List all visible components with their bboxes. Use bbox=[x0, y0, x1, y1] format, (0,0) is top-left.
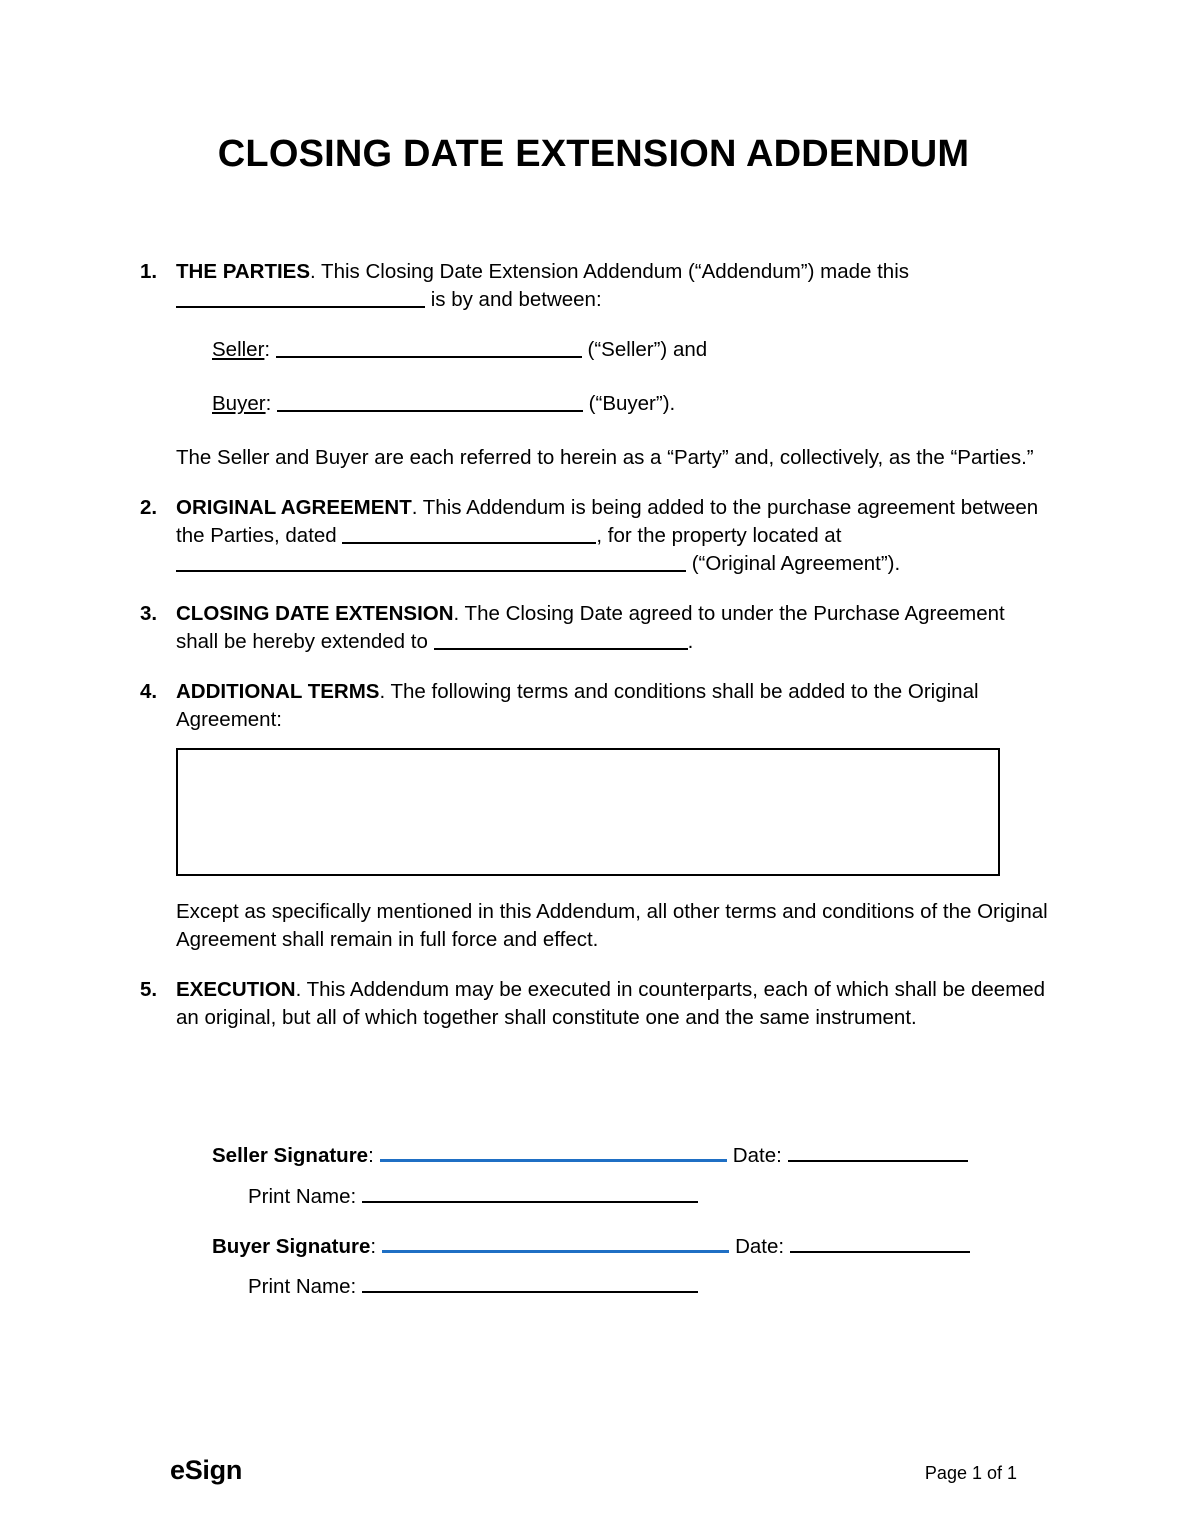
clause-heading-5: EXECUTION bbox=[176, 977, 296, 1001]
clause-number-5: 5. bbox=[140, 977, 158, 1001]
buyer-signature-row bbox=[212, 1231, 1032, 1259]
clause-number-1: 1. bbox=[140, 260, 158, 283]
parties-paragraph: The Seller and Buyer are each referred to herein as a “Party” and, collectively, as the “Parties.” bbox=[176, 445, 1034, 469]
clause-text-2c: (“Original Agreement”). bbox=[686, 551, 901, 575]
seller-date-label: Date: bbox=[732, 1143, 782, 1167]
addendum-date-blank[interactable] bbox=[176, 287, 425, 308]
clause-heading-3: CLOSING DATE EXTENSION bbox=[176, 601, 454, 625]
seller-signature-field[interactable] bbox=[380, 1140, 727, 1162]
original-agreement-date-blank[interactable] bbox=[342, 523, 596, 544]
page-number: Page 1 of 1 bbox=[924, 1463, 1017, 1483]
buyer-suffix: (“Buyer”). bbox=[588, 391, 676, 415]
clause-text-2b: , for the property located at bbox=[596, 523, 842, 547]
clause-text-4a: . The following terms and conditions shall be added to the Original Agreement: bbox=[176, 679, 979, 731]
seller-print-name-label: Print Name: bbox=[248, 1184, 357, 1208]
clause-number-3: 3. bbox=[140, 601, 158, 625]
clause-text-1a: . This Closing Date Extension Addendum (“Addendum”) made this bbox=[310, 260, 910, 283]
seller-date-field[interactable] bbox=[788, 1141, 968, 1162]
clause-additional-terms bbox=[140, 678, 1050, 734]
clause-heading-2: ORIGINAL AGREEMENT bbox=[176, 495, 412, 519]
clause-text-1b: is by and between: bbox=[425, 287, 602, 311]
clause-heading-4: ADDITIONAL TERMS bbox=[176, 679, 380, 703]
page-title: CLOSING DATE EXTENSION ADDENDUM bbox=[217, 133, 970, 175]
seller-signature-row bbox=[212, 1140, 1032, 1168]
additional-terms-textbox[interactable] bbox=[176, 748, 1000, 876]
clause-execution bbox=[140, 976, 1050, 1032]
seller-signature-label: Seller Signature bbox=[212, 1143, 369, 1167]
buyer-print-name-label: Print Name: bbox=[248, 1275, 357, 1299]
buyer-line bbox=[140, 390, 1050, 418]
buyer-name-blank[interactable] bbox=[277, 391, 583, 412]
clause-number-2: 2. bbox=[140, 495, 158, 519]
clause-text-3a: . The Closing Date agreed to under the Purchase Agreement shall be hereby extended to bbox=[176, 601, 1005, 653]
new-closing-date-blank[interactable] bbox=[434, 629, 688, 650]
signature-block bbox=[212, 1140, 1032, 1321]
clause-text-2a: . This Addendum is being added to the purchase agreement between the Parties, dated bbox=[176, 495, 1039, 547]
seller-line bbox=[140, 336, 1050, 364]
document-body bbox=[140, 258, 1050, 1054]
buyer-label: Buyer bbox=[212, 391, 266, 415]
buyer-colon: : bbox=[265, 391, 272, 415]
page-footer bbox=[170, 1455, 1017, 1486]
except-paragraph: Except as specifically mentioned in this Addendum, all other terms and conditions of the Original Agreement shall remain in full force and effect. bbox=[176, 899, 1048, 951]
buyer-date-label: Date: bbox=[735, 1234, 785, 1258]
buyer-signature-colon: : bbox=[370, 1234, 377, 1258]
clause-closing-date-extension bbox=[140, 600, 1050, 656]
property-address-blank[interactable] bbox=[176, 551, 686, 572]
buyer-signature-label: Buyer Signature bbox=[212, 1234, 371, 1258]
clause-text-3b: . bbox=[687, 629, 694, 653]
seller-print-name-row bbox=[248, 1182, 1032, 1209]
seller-signature-colon: : bbox=[368, 1143, 374, 1167]
clause-heading-1: THE PARTIES bbox=[176, 260, 311, 283]
seller-suffix: (“Seller”) and bbox=[587, 337, 708, 361]
buyer-print-name-row bbox=[248, 1273, 1032, 1300]
esign-logo: eSign bbox=[170, 1455, 243, 1485]
clause-text-5a: . This Addendum may be executed in counterparts, each of which shall be deemed an original, but all of which together shall constitute one and the same instrument. bbox=[176, 977, 1046, 1029]
clause-the-parties bbox=[140, 258, 1050, 314]
seller-print-name-field[interactable] bbox=[362, 1182, 698, 1203]
seller-name-blank[interactable] bbox=[276, 337, 582, 358]
clause-original-agreement bbox=[140, 494, 1050, 578]
buyer-date-field[interactable] bbox=[790, 1232, 970, 1253]
clause-number-4: 4. bbox=[140, 679, 158, 703]
seller-label: Seller bbox=[212, 337, 265, 361]
buyer-signature-field[interactable] bbox=[382, 1231, 729, 1253]
seller-colon: : bbox=[264, 337, 271, 361]
buyer-print-name-field[interactable] bbox=[362, 1273, 698, 1294]
